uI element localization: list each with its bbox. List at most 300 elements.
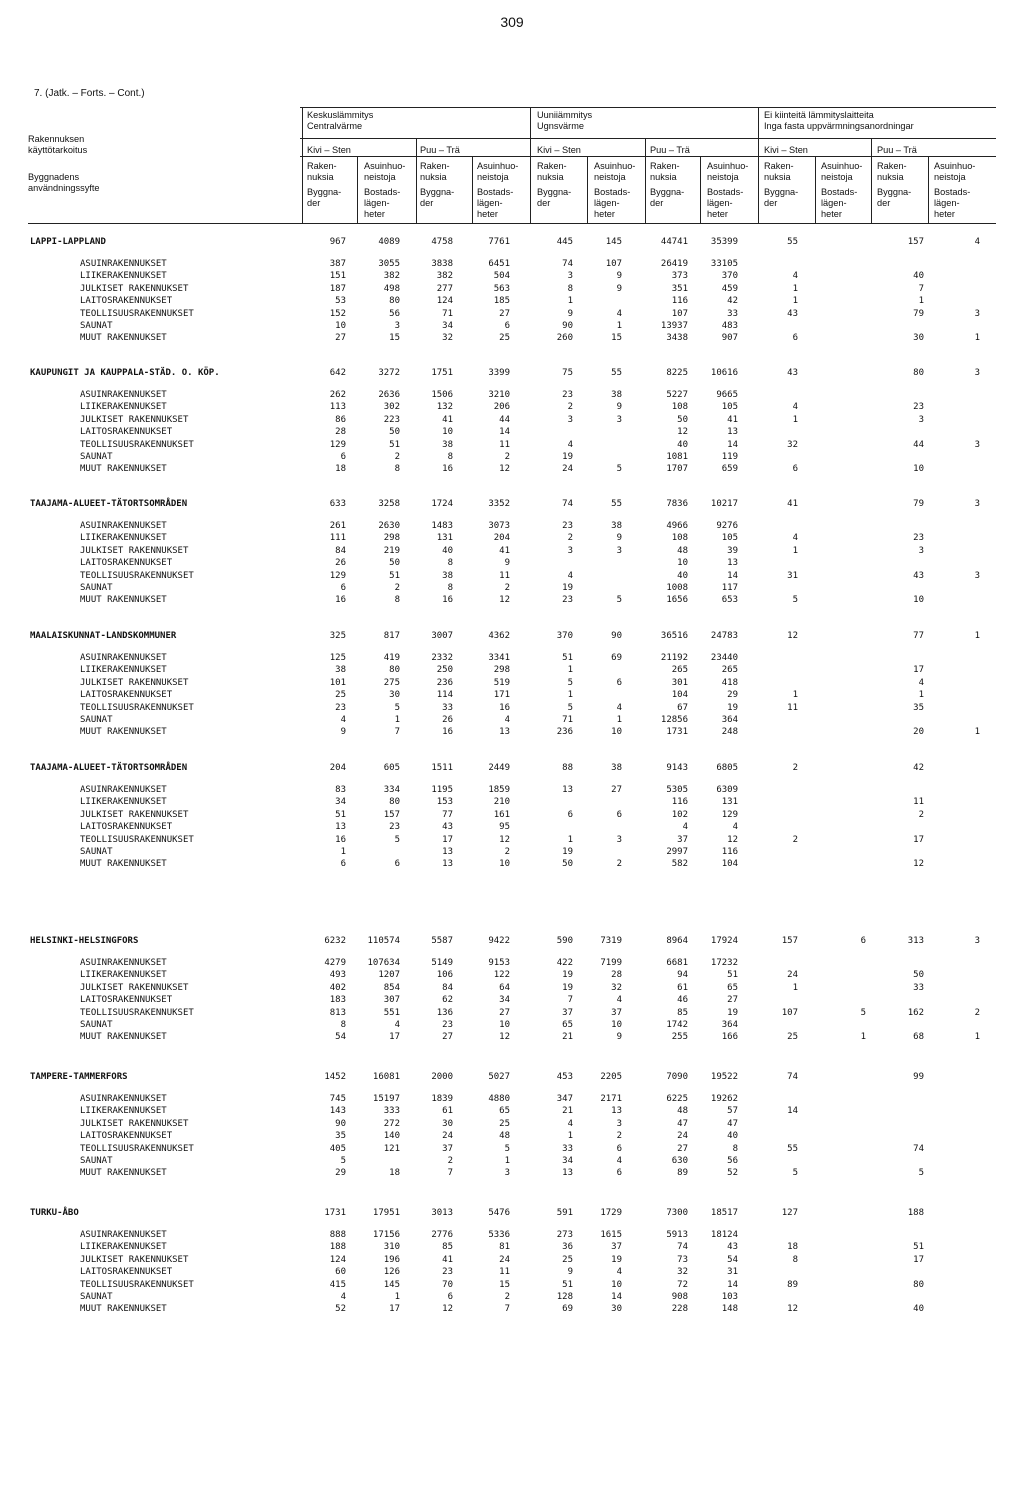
header-divider-4	[530, 107, 531, 223]
cell-col-6: 630	[671, 1156, 688, 1166]
cell-col-2: 16	[442, 464, 453, 474]
header-col-1-1-0: Raken- nuksia	[650, 161, 680, 182]
cell-col-0: 967	[329, 237, 346, 247]
cell-col-7: 105	[721, 533, 738, 543]
cell-col-0: 4279	[324, 958, 346, 968]
cell-col-7: 248	[721, 727, 738, 737]
cell-col-2: 153	[436, 797, 453, 807]
cell-col-3: 34	[499, 995, 510, 1005]
cell-col-7: 131	[721, 797, 738, 807]
cell-col-5: 1729	[600, 1208, 622, 1218]
cell-col-4: 4	[567, 1119, 573, 1129]
cell-col-7: 27	[727, 995, 738, 1005]
header-col-sv-0-1-0: Byggna- der	[420, 187, 455, 208]
cell-col-8: 74	[787, 1072, 798, 1082]
cell-col-6: 12856	[660, 715, 688, 725]
row-label: ASUINRAKENNUKSET	[80, 785, 167, 795]
cell-col-7: 40	[727, 1131, 738, 1141]
cell-col-4: 65	[562, 1020, 573, 1030]
cell-col-2: 5149	[431, 958, 453, 968]
table-row	[0, 858, 1024, 871]
cell-col-1: 419	[383, 653, 400, 663]
header-group-0-fi: Keskuslämmitys	[307, 110, 374, 120]
cell-col-7: 54	[727, 1255, 738, 1265]
section-total-row	[0, 935, 1024, 948]
cell-col-8: 14	[787, 1106, 798, 1116]
cell-col-1: 8	[394, 464, 400, 474]
cell-col-2: 1483	[431, 521, 453, 531]
cell-col-6: 107	[671, 309, 688, 319]
cell-col-10: 51	[913, 1242, 924, 1252]
cell-col-2: 250	[436, 665, 453, 675]
row-label: JULKISET RAKENNUKSET	[80, 1119, 189, 1129]
section-total-row	[0, 498, 1024, 511]
cell-col-8: 1	[792, 415, 798, 425]
cell-col-0: 129	[329, 440, 346, 450]
cell-col-1: 157	[383, 810, 400, 820]
header-col-1-1-1: Asuinhuo- neistoja	[707, 161, 749, 182]
cell-col-3: 12	[499, 835, 510, 845]
cell-col-5: 10	[611, 1280, 622, 1290]
cell-col-10: 99	[913, 1072, 924, 1082]
cell-col-7: 14	[727, 571, 738, 581]
table-row	[0, 532, 1024, 545]
cell-col-0: 18	[335, 464, 346, 474]
table-row	[0, 1105, 1024, 1118]
cell-col-10: 20	[913, 727, 924, 737]
cell-col-4: 8	[567, 284, 573, 294]
cell-col-3: 2	[504, 583, 510, 593]
table-row	[0, 994, 1024, 1007]
cell-col-0: 9	[340, 727, 346, 737]
cell-col-8: 5	[792, 595, 798, 605]
cell-col-4: 90	[562, 321, 573, 331]
cell-col-6: 9143	[666, 763, 688, 773]
cell-col-0: 10	[335, 321, 346, 331]
row-label: MUUT RAKENNUKSET	[80, 859, 167, 869]
cell-col-1: 333	[383, 1106, 400, 1116]
cell-col-0: 493	[329, 970, 346, 980]
cell-col-1: 56	[389, 309, 400, 319]
cell-col-7: 105	[721, 402, 738, 412]
cell-col-7: 33	[727, 309, 738, 319]
cell-col-2: 70	[442, 1280, 453, 1290]
cell-col-3: 210	[493, 797, 510, 807]
cell-col-5: 32	[611, 983, 622, 993]
row-label: TAAJAMA-ALUEET-TÄTORTSOMRÅDEN	[30, 499, 188, 509]
cell-col-1: 80	[389, 665, 400, 675]
cell-col-4: 19	[562, 983, 573, 993]
cell-col-1: 551	[383, 1008, 400, 1018]
cell-col-1: 18	[389, 1168, 400, 1178]
cell-col-5: 38	[611, 521, 622, 531]
cell-col-1: 17156	[372, 1230, 400, 1240]
header-col-sv-2-0-0: Byggna- der	[764, 187, 799, 208]
cell-col-6: 10	[677, 558, 688, 568]
cell-col-7: 14	[727, 1280, 738, 1290]
row-label: ASUINRAKENNUKSET	[80, 653, 167, 663]
cell-col-2: 2776	[431, 1230, 453, 1240]
cell-col-10: 68	[913, 1032, 924, 1042]
cell-col-6: 104	[671, 690, 688, 700]
cell-col-7: 370	[721, 271, 738, 281]
cell-col-5: 2205	[600, 1072, 622, 1082]
header-col-0-1-1: Asuinhuo- neistoja	[477, 161, 519, 182]
cell-col-4: 71	[562, 715, 573, 725]
header-col-sv-1-1-1: Bostads- lägen- heter	[707, 187, 744, 219]
header-group-1-sv: Ugnsvärme	[537, 121, 584, 131]
cell-col-1: 219	[383, 546, 400, 556]
cell-col-3: 5476	[488, 1208, 510, 1218]
cell-col-11: 1	[974, 727, 980, 737]
cell-col-10: 1	[918, 690, 924, 700]
cell-col-6: 582	[671, 859, 688, 869]
cell-col-6: 301	[671, 678, 688, 688]
cell-col-3: 3399	[488, 368, 510, 378]
cell-col-0: 26	[335, 558, 346, 568]
cell-col-4: 260	[556, 333, 573, 343]
cell-col-4: 590	[556, 936, 573, 946]
cell-col-7: 265	[721, 665, 738, 675]
header-col-0-0-0: Raken- nuksia	[307, 161, 337, 182]
cell-col-1: 17	[389, 1304, 400, 1314]
table-row	[0, 726, 1024, 739]
cell-col-7: 6805	[716, 763, 738, 773]
header-divider-1	[357, 156, 358, 223]
cell-col-1: 2	[394, 583, 400, 593]
table-row	[0, 270, 1024, 283]
row-label: MUUT RAKENNUKSET	[80, 727, 167, 737]
cell-col-3: 25	[499, 1119, 510, 1129]
cell-col-6: 1742	[666, 1020, 688, 1030]
cell-col-10: 23	[913, 402, 924, 412]
cell-col-6: 48	[677, 1106, 688, 1116]
cell-col-7: 364	[721, 1020, 738, 1030]
cell-col-0: 4	[340, 1292, 346, 1302]
cell-col-0: 35	[335, 1131, 346, 1141]
cell-col-3: 15	[499, 1280, 510, 1290]
cell-col-10: 3	[918, 415, 924, 425]
cell-col-6: 40	[677, 571, 688, 581]
cell-col-3: 12	[499, 1032, 510, 1042]
cell-col-4: 19	[562, 452, 573, 462]
cell-col-1: 126	[383, 1267, 400, 1277]
cell-col-3: 4362	[488, 631, 510, 641]
cell-col-2: 2332	[431, 653, 453, 663]
cell-col-1: 2636	[378, 390, 400, 400]
cell-col-5: 4	[616, 309, 622, 319]
cell-col-5: 6	[616, 678, 622, 688]
cell-col-2: 2	[447, 1156, 453, 1166]
cell-col-7: 13	[727, 558, 738, 568]
cell-col-6: 48	[677, 546, 688, 556]
row-label: SAUNAT	[80, 452, 113, 462]
cell-col-3: 11	[499, 1267, 510, 1277]
cell-col-2: 8	[447, 583, 453, 593]
cell-col-6: 50	[677, 415, 688, 425]
cell-col-5: 4	[616, 1267, 622, 1277]
cell-col-3: 5	[504, 1144, 510, 1154]
cell-col-6: 116	[671, 296, 688, 306]
cell-col-11: 3	[974, 368, 980, 378]
cell-col-10: 17	[913, 835, 924, 845]
cell-col-3: 2449	[488, 763, 510, 773]
header-divider-10	[871, 138, 872, 223]
cell-col-8: 1	[792, 690, 798, 700]
cell-col-3: 10	[499, 859, 510, 869]
row-label: LIIKERAKENNUKSET	[80, 1242, 167, 1252]
cell-col-0: 151	[329, 271, 346, 281]
cell-col-11: 3	[974, 309, 980, 319]
cell-col-1: 5	[394, 703, 400, 713]
cell-col-1: 16081	[372, 1072, 400, 1082]
cell-col-9: 1	[860, 1032, 866, 1042]
cell-col-6: 40	[677, 440, 688, 450]
cell-col-2: 41	[442, 1255, 453, 1265]
cell-col-7: 418	[721, 678, 738, 688]
cell-col-2: 10	[442, 427, 453, 437]
cell-col-5: 55	[611, 499, 622, 509]
header-divider-0	[302, 107, 303, 223]
cell-col-10: 162	[907, 1008, 924, 1018]
cell-col-1: 51	[389, 440, 400, 450]
cell-col-5: 9	[616, 271, 622, 281]
cell-col-7: 103	[721, 1292, 738, 1302]
cell-col-11: 3	[974, 936, 980, 946]
cell-col-11: 3	[974, 440, 980, 450]
header-divider-6	[645, 138, 646, 223]
cell-col-11: 3	[974, 571, 980, 581]
cell-col-4: 33	[562, 1144, 573, 1154]
header-col-sv-2-1-1: Bostads- lägen- heter	[934, 187, 971, 219]
cell-col-7: 57	[727, 1106, 738, 1116]
row-label: TEOLLISUUSRAKENNUKSET	[80, 1144, 194, 1154]
cell-col-1: 854	[383, 983, 400, 993]
cell-col-4: 75	[562, 368, 573, 378]
cell-col-2: 30	[442, 1119, 453, 1129]
header-divider-8	[758, 107, 759, 223]
row-label: TEOLLISUUSRAKENNUKSET	[80, 1280, 194, 1290]
cell-col-3: 27	[499, 309, 510, 319]
cell-col-2: 1506	[431, 390, 453, 400]
row-label: TAAJAMA-ALUEET-TÄTORTSOMRÅDEN	[30, 763, 188, 773]
cell-col-0: 86	[335, 415, 346, 425]
cell-col-2: 106	[436, 970, 453, 980]
cell-col-8: 6	[792, 333, 798, 343]
cell-col-10: 1	[918, 296, 924, 306]
cell-col-0: 34	[335, 797, 346, 807]
cell-col-0: 4	[340, 715, 346, 725]
cell-col-7: 117	[721, 583, 738, 593]
cell-col-0: 813	[329, 1008, 346, 1018]
cell-col-0: 90	[335, 1119, 346, 1129]
cell-col-2: 41	[442, 415, 453, 425]
cell-col-4: 19	[562, 583, 573, 593]
cell-col-0: 8	[340, 1020, 346, 1030]
table-row	[0, 1167, 1024, 1180]
cell-col-7: 907	[721, 333, 738, 343]
cell-col-3: 12	[499, 595, 510, 605]
cell-col-8: 1	[792, 296, 798, 306]
cell-col-0: 125	[329, 653, 346, 663]
cell-col-5: 7319	[600, 936, 622, 946]
header-col-sv-1-0-0: Byggna- der	[537, 187, 572, 208]
row-label: ASUINRAKENNUKSET	[80, 390, 167, 400]
cell-col-0: 124	[329, 1255, 346, 1265]
row-label: SAUNAT	[80, 583, 113, 593]
cell-col-11: 1	[974, 631, 980, 641]
cell-col-6: 4966	[666, 521, 688, 531]
row-label: LAITOSRAKENNUKSET	[80, 1267, 173, 1277]
page-number: 309	[500, 14, 524, 30]
row-label: ASUINRAKENNUKSET	[80, 1230, 167, 1240]
section-total-row	[0, 367, 1024, 380]
cell-col-10: 23	[913, 533, 924, 543]
cell-col-8: 8	[792, 1255, 798, 1265]
cell-col-5: 2171	[600, 1094, 622, 1104]
cell-col-8: 1	[792, 546, 798, 556]
cell-col-0: 13	[335, 822, 346, 832]
cell-col-7: 8	[732, 1144, 738, 1154]
cell-col-3: 81	[499, 1242, 510, 1252]
cell-col-6: 351	[671, 284, 688, 294]
cell-col-7: 104	[721, 859, 738, 869]
cell-col-5: 37	[611, 1008, 622, 1018]
cell-col-6: 6681	[666, 958, 688, 968]
row-label: SAUNAT	[80, 847, 113, 857]
cell-col-10: 50	[913, 970, 924, 980]
cell-col-3: 6	[504, 321, 510, 331]
cell-col-3: 65	[499, 1106, 510, 1116]
cell-col-3: 25	[499, 333, 510, 343]
table-row	[0, 401, 1024, 414]
cell-col-6: 85	[677, 1008, 688, 1018]
cell-col-4: 9	[567, 309, 573, 319]
header-divider-11	[928, 156, 929, 223]
cell-col-7: 19	[727, 703, 738, 713]
cell-col-3: 13	[499, 727, 510, 737]
cell-col-2: 13	[442, 859, 453, 869]
cell-col-2: 43	[442, 822, 453, 832]
cell-col-3: 1859	[488, 785, 510, 795]
header-col-2-0-1: Asuinhuo- neistoja	[821, 161, 863, 182]
cell-col-3: 3352	[488, 499, 510, 509]
cell-col-4: 347	[556, 1094, 573, 1104]
cell-col-0: 54	[335, 1032, 346, 1042]
row-label: LIIKERAKENNUKSET	[80, 797, 167, 807]
cell-col-2: 8	[447, 452, 453, 462]
cell-col-10: 11	[913, 797, 924, 807]
row-label: MUUT RAKENNUKSET	[80, 333, 167, 343]
header-material-1-0: Kivi – Sten	[537, 145, 581, 155]
cell-col-8: 6	[792, 464, 798, 474]
cell-col-8: 12	[787, 631, 798, 641]
row-label: TEOLLISUUSRAKENNUKSET	[80, 1008, 194, 1018]
cell-col-4: 23	[562, 521, 573, 531]
cell-col-0: 16	[335, 835, 346, 845]
row-label: MUUT RAKENNUKSET	[80, 464, 167, 474]
cell-col-3: 64	[499, 983, 510, 993]
cell-col-6: 1081	[666, 452, 688, 462]
cell-col-10: 4	[918, 678, 924, 688]
cell-col-7: 9276	[716, 521, 738, 531]
cell-col-2: 3007	[431, 631, 453, 641]
cell-col-1: 107634	[367, 958, 400, 968]
cell-col-1: 382	[383, 271, 400, 281]
cell-col-0: 84	[335, 546, 346, 556]
cell-col-0: 152	[329, 309, 346, 319]
cell-col-1: 272	[383, 1119, 400, 1129]
cell-col-5: 19	[611, 1255, 622, 1265]
cell-col-0: 27	[335, 333, 346, 343]
header-group-0-sv: Centralvärme	[307, 121, 363, 131]
cell-col-1: 50	[389, 558, 400, 568]
cell-col-5: 30	[611, 1304, 622, 1314]
cell-col-2: 38	[442, 440, 453, 450]
cell-col-0: 405	[329, 1144, 346, 1154]
header-col-1-0-0: Raken- nuksia	[537, 161, 567, 182]
cell-col-5: 9	[616, 1032, 622, 1042]
cell-col-8: 55	[787, 1144, 798, 1154]
row-label: LIIKERAKENNUKSET	[80, 533, 167, 543]
cell-col-3: 14	[499, 427, 510, 437]
table-row	[0, 332, 1024, 345]
cell-col-4: 88	[562, 763, 573, 773]
cell-col-6: 102	[671, 810, 688, 820]
cell-col-3: 185	[493, 296, 510, 306]
cell-col-6: 5305	[666, 785, 688, 795]
cell-col-7: 129	[721, 810, 738, 820]
table-row	[0, 594, 1024, 607]
cell-col-6: 1731	[666, 727, 688, 737]
cell-col-2: 12	[442, 1304, 453, 1314]
table-row	[0, 796, 1024, 809]
cell-col-0: 101	[329, 678, 346, 688]
cell-col-6: 108	[671, 533, 688, 543]
cell-col-6: 3438	[666, 333, 688, 343]
cell-col-9: 6	[860, 936, 866, 946]
cell-col-4: 4	[567, 571, 573, 581]
cell-col-4: 21	[562, 1032, 573, 1042]
cell-col-5: 38	[611, 763, 622, 773]
cell-col-7: 39	[727, 546, 738, 556]
cell-col-0: 111	[329, 533, 346, 543]
cell-col-6: 4	[682, 822, 688, 832]
cell-col-1: 8	[394, 595, 400, 605]
cell-col-3: 3	[504, 1168, 510, 1178]
cell-col-11: 2	[974, 1008, 980, 1018]
table-reference: 7. (Jatk. – Forts. – Cont.)	[34, 88, 145, 99]
cell-col-0: 52	[335, 1304, 346, 1314]
cell-col-2: 40	[442, 546, 453, 556]
cell-col-1: 5	[394, 835, 400, 845]
cell-col-7: 19262	[710, 1094, 738, 1104]
cell-col-1: 3258	[378, 499, 400, 509]
cell-col-4: 50	[562, 859, 573, 869]
header-rule-bottom	[28, 223, 996, 224]
cell-col-2: 114	[436, 690, 453, 700]
cell-col-4: 1	[567, 296, 573, 306]
row-label: ASUINRAKENNUKSET	[80, 521, 167, 531]
cell-col-1: 223	[383, 415, 400, 425]
cell-col-5: 1615	[600, 1230, 622, 1240]
cell-col-4: 25	[562, 1255, 573, 1265]
table-row	[0, 1241, 1024, 1254]
cell-col-4: 591	[556, 1208, 573, 1218]
cell-col-5: 3	[616, 1119, 622, 1129]
cell-col-0: 25	[335, 690, 346, 700]
cell-col-2: 1724	[431, 499, 453, 509]
